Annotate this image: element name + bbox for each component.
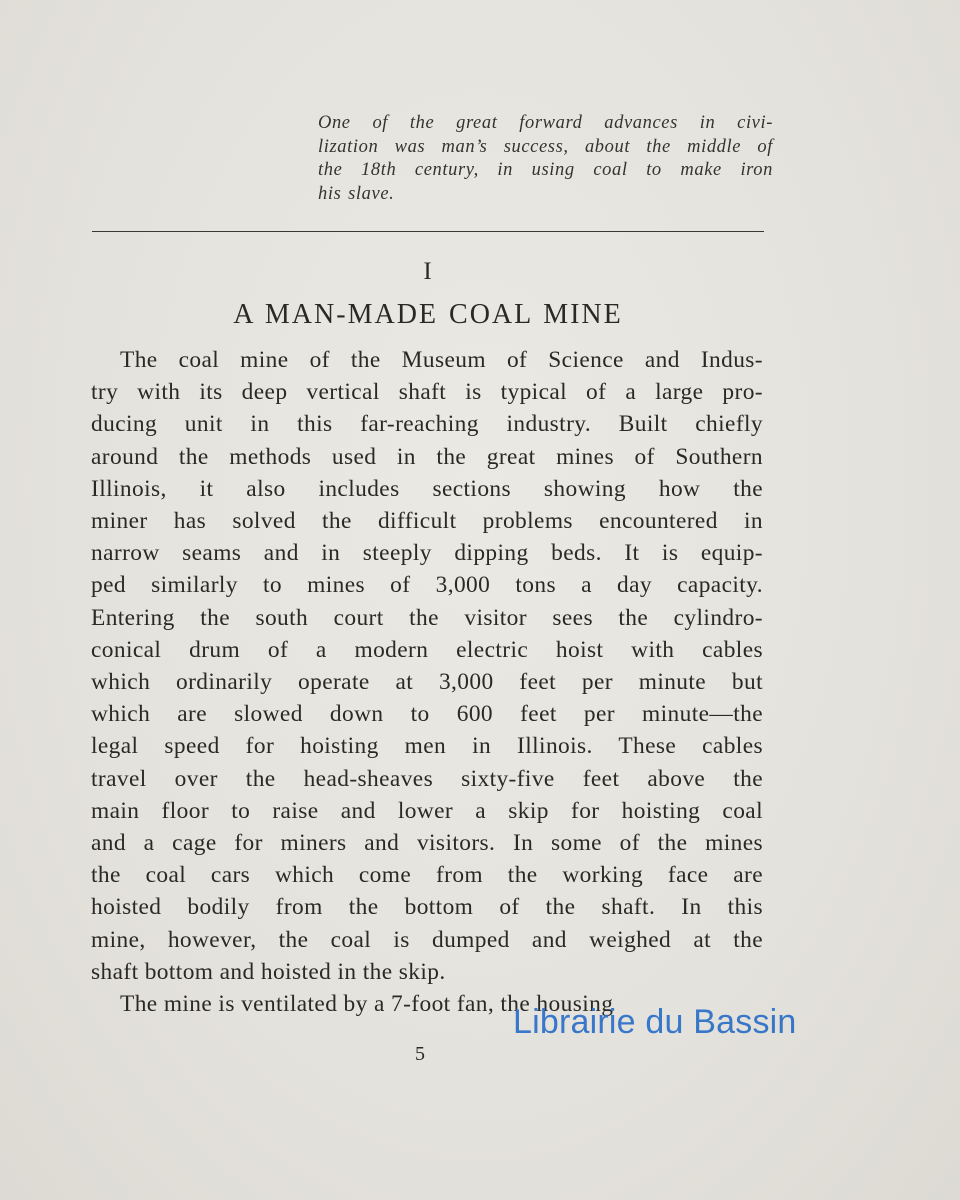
epigraph-line: One of the great forward advances in civi- [318,113,773,133]
watermark-text: Librairie du Bassin [513,1003,797,1041]
epigraph-line: his slave. [318,183,395,204]
body-line: hoisted bodily from the bottom of the shaft. In this [91,894,763,921]
epigraph [318,112,773,206]
body-line: conical drum of a modern electric hoist with cables [91,636,763,663]
body-line: try with its deep vertical shaft is typical of a large pro- [91,379,763,406]
epigraph-line: the 18th century, in using coal to make iron [318,160,773,180]
body-line: the coal cars which come from the working face are [91,862,763,889]
body-line: main floor to raise and lower a skip for hoisting coal [91,797,763,824]
body-line: The mine is ventilated by a 7-foot fan, the housing [120,991,614,1018]
body-line: ducing unit in this far-reaching industry. Built chiefly [91,411,763,438]
body-line: shaft bottom and hoisted in the skip. [91,958,446,985]
epigraph-line: lization was man’s success, about the middle of [318,136,773,157]
chapter-title: A MAN-MADE COAL MINE [233,299,623,330]
body-line: which ordinarily operate at 3,000 feet per minute but [91,669,763,696]
body-text [91,344,763,1020]
body-line: travel over the head-sheaves sixty-five feet above the [91,765,763,792]
body-line: mine, however, the coal is dumped and weighed at the [91,926,763,953]
chapter-numeral: I [423,258,433,285]
body-line: The coal mine of the Museum of Science and Indus- [120,347,763,373]
horizontal-rule [92,231,764,232]
body-line: and a cage for miners and visitors. In some of the mines [91,830,763,857]
body-line: around the methods used in the great mines of Southern [91,443,763,470]
page-number: 5 [415,1043,425,1065]
body-line: which are slowed down to 600 feet per minute—the [91,701,763,728]
body-line: narrow seams and in steeply dipping beds. It is equip- [91,540,763,567]
body-line: legal speed for hoisting men in Illinois. These cables [91,733,763,760]
body-line: Entering the south court the visitor sees the cylindro- [91,604,763,631]
body-line: ped similarly to mines of 3,000 tons a day capacity. [91,572,763,599]
body-line: miner has solved the difficult problems encountered in [91,508,763,535]
body-line: Illinois, it also includes sections showing how the [91,475,763,502]
